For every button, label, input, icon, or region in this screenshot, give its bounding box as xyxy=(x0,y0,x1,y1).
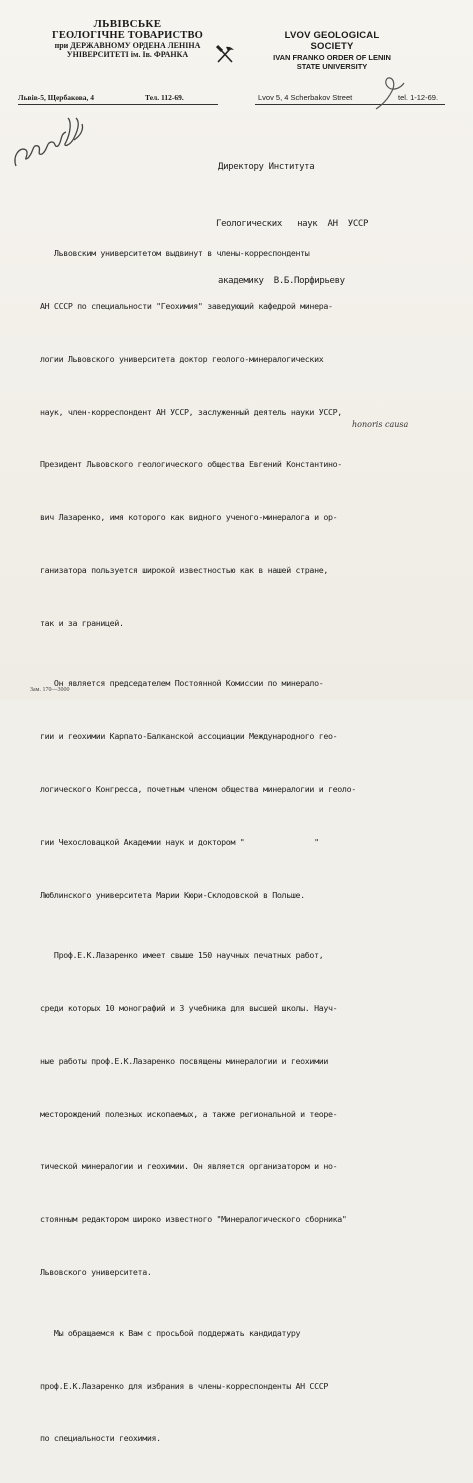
body-line: ные работы проф.Е.К.Лазаренко посвящены минералогии и геохимии xyxy=(40,1055,328,1066)
address-english: Lvov 5, 4 Scherbakov Street xyxy=(258,93,353,102)
body-line: Люблинского университета Марии Кюри-Склодовской в Польше. xyxy=(40,889,305,900)
body-line: Львовского университета. xyxy=(40,1267,152,1278)
print-run-note: Зам. 170—3000 xyxy=(30,687,70,693)
addressee-line: Геологических наук АН УССР xyxy=(216,219,369,229)
letterhead-line: ГЕОЛОГІЧНЕ ТОВАРИСТВО xyxy=(51,30,204,42)
body-line: Мы обращаемся к Вам с просьбой поддержать кандидатуру xyxy=(40,1327,301,1338)
body-line: наук, член-корреспондент АН УССР, заслуженный деятель науки УССР, xyxy=(40,406,342,417)
body-line: гии и геохимии Карпато-Балканской ассоциации Международного гео- xyxy=(40,731,338,742)
body-line: месторождений полезных ископаемых, а также региональной и теоре- xyxy=(40,1108,338,1119)
letterhead-line: IVAN FRANKO ORDER OF LENIN xyxy=(273,52,391,62)
body-line: по специальности геохимия. xyxy=(40,1433,161,1444)
letterhead-divider xyxy=(18,104,218,105)
letterhead-line: ЛЬВІВСЬКЕ xyxy=(93,18,162,30)
letterhead-english xyxy=(262,30,402,71)
body-line: логического Конгресса, почетным членом общества минералогии и геоло- xyxy=(40,784,356,794)
letterhead-line: LVOV GEOLOGICAL SOCIETY xyxy=(284,30,380,53)
body-line: АН СССР по специальности "Геохимия" заведующий кафедрой минера- xyxy=(40,300,333,311)
address-ukrainian: Львів-5, Щербакова, 4 xyxy=(18,93,95,102)
body-line: стоянным редактором широко известного "Минералогического сборника" xyxy=(40,1214,347,1225)
pencil-mark xyxy=(372,75,407,115)
body-line: Львовским университетом выдвинут в члены-корреспонденты xyxy=(40,248,310,259)
letterhead-line: при ДЕРЖАВНОМУ ОРДЕНА ЛЕНІНА xyxy=(54,41,201,51)
body-line: среди которых 10 монографий и 3 учебника для высшей школы. Науч- xyxy=(40,1003,338,1014)
handwritten-margin-note xyxy=(10,112,90,182)
letterhead-ukrainian xyxy=(40,18,215,60)
letterhead-divider xyxy=(255,104,445,105)
body-line: гии Чехословацкой Академии наук и доктором " " xyxy=(40,836,319,847)
body-line: Проф.Е.К.Лазаренко имеет свыше 150 научных печатных работ, xyxy=(40,950,324,961)
body-line: ганизатора пользуется широкой известностью как в нашей стране, xyxy=(40,564,328,575)
body-line: так и за границей. xyxy=(40,617,124,628)
phone-english: tel. 1-12-69. xyxy=(398,93,439,102)
body-line: проф.Е.К.Лазаренко для избрания в члены-корреспонденты АН СССР xyxy=(40,1380,328,1391)
handwritten-insert: honoris causa xyxy=(352,420,409,429)
body-line: вич Лазаренко, имя которого как видного ученого-минералога и ор- xyxy=(40,512,338,523)
letterhead-line: STATE UNIVERSITY xyxy=(296,61,368,71)
addressee-line: академику В.Б.Порфирьеву xyxy=(218,276,345,286)
letter-body xyxy=(40,210,356,1483)
addressee-line: Директору Института xyxy=(218,162,315,172)
letterhead-line: УНІВЕРСИТЕТІ ім. Ів. ФРАНКА xyxy=(66,50,189,60)
phone-ukrainian: Тел. 112-69. xyxy=(145,93,184,102)
body-line: тической минералогии и геохимии. Он является организатором и но- xyxy=(40,1161,338,1172)
body-line: Президент Львовского геологического общества Евгений Константино- xyxy=(40,459,342,470)
hammer-and-pick-icon xyxy=(215,46,235,64)
body-line: логии Львовского университета доктор геолого-минералогических xyxy=(40,353,324,364)
body-line: Он является председателем Постоянной Комиссии по минерало- xyxy=(40,678,324,689)
